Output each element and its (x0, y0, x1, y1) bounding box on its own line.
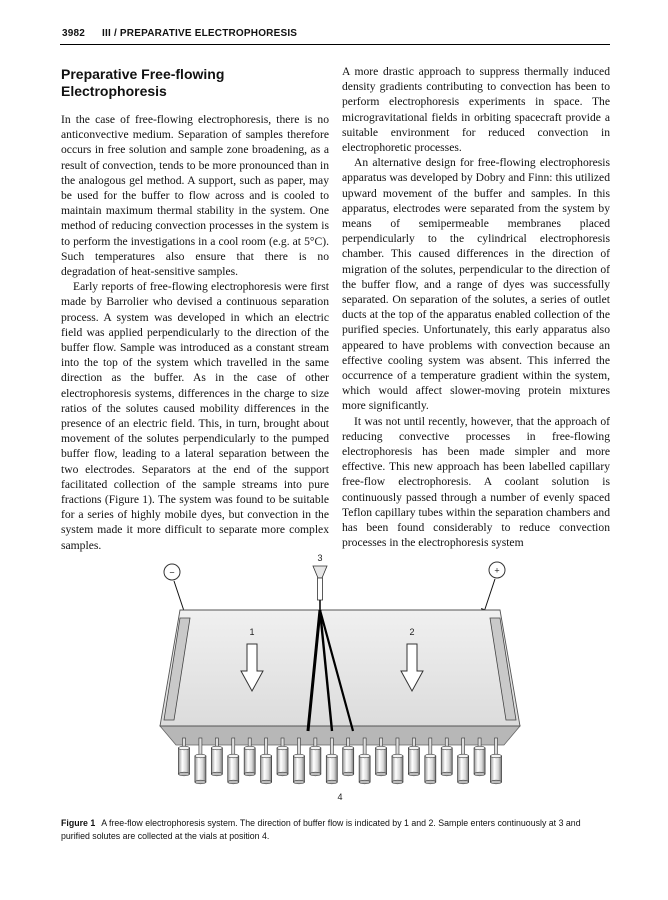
collection-vials-label: 4 (337, 792, 343, 802)
flow-arrow-2-label: 2 (409, 627, 415, 637)
section-title: Preparative Free-flowing Electrophoresis (61, 66, 225, 99)
plate-front-edge (160, 726, 520, 745)
figure-caption-label: Figure 1 (61, 818, 96, 828)
right-column (342, 64, 610, 551)
left-column (61, 64, 329, 553)
right-paragraph-3: It was not until recently, however, that the approach of reducing convective processes in free-flowing electrophoresis has been made simpler and more effective. This new approach has been labelled capillary free-flow electrophoresis. A coolant solution is continuously passed through a number of evenly spaced Teflon capillary tubes within the separation chambers and has been found considerably to reduce convection processes in the electrophoresis system (342, 414, 611, 550)
page-number: 3982 (62, 28, 86, 39)
free-flow-apparatus-diagram (150, 548, 530, 810)
right-paragraph-1: A more drastic approach to suppress thermally induced density gradients contributing to convection has been to perform electrophoresis experiments in space. The microgravitational fields in orbiting spacecraft provide a suitable environment for reduced convection in electrophoretic processes. (342, 65, 610, 155)
left-paragraph-1: In the case of free-flowing electrophoresis, there is no anticonvective medium. Separation of samples therefore occurs in free solution and sample zone broadening, as a result of convection, tends to be more pronounced than in the analogous gel method. A support, such as paper, may be used for the buffer to flow across and is cooled to maintain maximum thermal stability in the system. One method of reducing convection processes in the system is to perform the investigations in a cool room (e.g. at 5°C). Such temperatures also ensure that there is no degradation of heat-sensitive samples. (61, 113, 329, 279)
sample-inlet-label: 3 (317, 553, 323, 563)
figure-caption-text: A free-flow electrophoresis system. The direction of buffer flow is indicated by 1 and 2. Sample enters continuously at 3 and purified solutes are collected at the vials at position 4. (61, 818, 581, 841)
header-rule (60, 44, 610, 45)
left-paragraph-2: Early reports of free-flowing electrophoresis were first made by Barrolier who devised a continuous separation process. A system was developed in which an electric field was applied perpendicularly to the direction of the buffer flow. Sample was introduced as a constant stream into the top of the system which travelled in the same direction as the buffer. As in the case of other electrophoresis systems, differences in the charge to size ratios of the solutes caused mobility differences in the presence of an electric field. This, in turn, brought about movement of the solutes perpendicularly to the pumped buffer flow, leading to a lateral separation between the two electrodes. Separators at the end of the support facilitated collection of the sample streams into pure fractions (Figure 1). The system was found to be suitable for a series of highly mobile dyes, but convection in the system made it more difficult to separate more complex samples. (61, 280, 329, 552)
flow-arrow-1-label: 1 (249, 627, 255, 637)
running-head (62, 28, 610, 39)
sample-inlet-nozzle (313, 553, 327, 610)
positive-electrode-label: + (494, 565, 500, 576)
separation-plate (160, 610, 520, 726)
negative-electrode-label: − (169, 567, 175, 578)
running-head-section: III / PREPARATIVE ELECTROPHORESIS (102, 28, 298, 39)
figure-caption (61, 817, 611, 842)
figure-1 (150, 548, 530, 810)
right-paragraph-2: An alternative design for free-flowing electrophoresis apparatus was developed by Dobry and Finn: this utilized upward movement of the buffer and samples. In this apparatus, electrodes were separated from the system by means of semipermeable membranes placed perpendicularly to the cylindrical electrophoresis chamber. This caused differences in the direction of migration of the solutes, perpendicular to the direction of the buffer flow, and a range of dyes was successfully separated. On separation of the solutes, a series of outlet ducts at the top of the apparatus enabled collection of the purified species. Unfortunately, this early apparatus also appeared to have problems with convection because an effective cooling system was absent. This inferred the occurrence of a temperature gradient within the system, which would affect slower-moving protein mixtures more significantly. (342, 156, 610, 413)
positive-electrode-marker (481, 562, 505, 616)
